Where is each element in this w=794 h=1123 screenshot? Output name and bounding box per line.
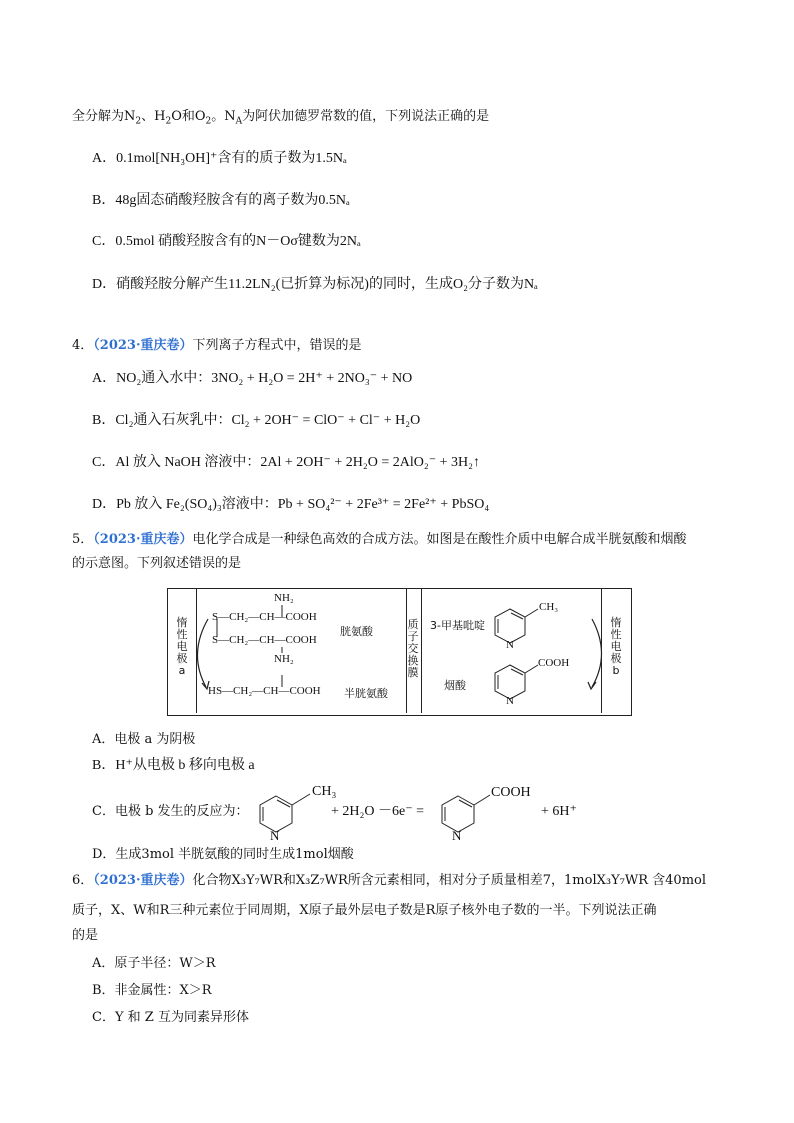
ring-n-bottom: N bbox=[506, 695, 514, 707]
q5-option-b: B．H⁺从电极 b 移向电极 a bbox=[92, 758, 255, 773]
q5-stem-text-1: 电化学合成是一种绿色高效的合成方法。如图是在酸性介质中电解合成半胱氨酸和烟酸 bbox=[192, 532, 687, 547]
q5-option-c-middle: + 2H₂O －6e⁻ = bbox=[331, 804, 424, 819]
q4-stem bbox=[72, 337, 362, 355]
right-arrowhead-icon bbox=[588, 682, 596, 689]
q3-option-d: D．硝酸羟胺分解产生11.2LN₂(已折算为标况)的同时，生成O₂分子数为Nₐ bbox=[92, 277, 538, 292]
electrolysis-diagram bbox=[167, 588, 632, 716]
q4-number: 4． bbox=[72, 338, 94, 353]
q6-stem-line2: 质子，X、W和R三种元素位于同周期，X原子最外层电子数是R原子核外电子数的一半。下列说法正确 bbox=[72, 903, 657, 918]
q5-number: 5． bbox=[72, 532, 94, 547]
q3-sub: A bbox=[235, 116, 243, 127]
q6-number: 6． bbox=[72, 873, 94, 888]
carboxyl-group: COOH bbox=[538, 657, 570, 669]
bond-line bbox=[511, 613, 523, 619]
q5c-ch3: CH₃ bbox=[312, 784, 337, 799]
ring-left bbox=[260, 796, 292, 832]
nicotinic-acid-label: 烟酸 bbox=[444, 679, 466, 692]
bond-line bbox=[474, 795, 490, 805]
q3-sub: 2 bbox=[165, 116, 172, 127]
q4-option-b: B．Cl₂通入石灰乳中：Cl₂ + 2OH⁻ = ClO⁻ + Cl⁻ + H₂O bbox=[92, 413, 421, 428]
cystine-label: 胱氨酸 bbox=[340, 625, 373, 638]
bond-line bbox=[525, 609, 538, 617]
q5-source-tag: （2023·重庆卷） bbox=[93, 532, 193, 547]
q5-option-d: D．生成3mol 半胱氨酸的同时生成1mol烟酸 bbox=[92, 847, 354, 862]
q5c-cooh: COOH bbox=[491, 785, 531, 800]
cystine-chain-1: S—CH₂—CH—COOH bbox=[212, 611, 317, 623]
electrode-b-label: 惰性电极b bbox=[610, 616, 622, 677]
q3-stem-text-3: O和O bbox=[171, 109, 206, 124]
q4-stem-text: 下列离子方程式中，错误的是 bbox=[192, 338, 362, 353]
q6-stem bbox=[72, 872, 706, 890]
pyridine-ring-bottom bbox=[495, 665, 525, 699]
q5-option-a: A．电极 a 为阴极 bbox=[92, 732, 196, 747]
q3-stem bbox=[72, 108, 489, 126]
bond-line bbox=[459, 800, 472, 807]
q4-option-c: C．Al 放入 NaOH 溶液中：2Al + 2OH⁻ + 2H₂O = 2AlO₂⁻ + 3H₂↑ bbox=[92, 455, 481, 470]
ring-n-top: N bbox=[506, 639, 514, 651]
q3-sub: 2 bbox=[205, 116, 212, 127]
cystine-chain-2: S—CH₂—CH—COOH bbox=[212, 634, 317, 646]
ring-right bbox=[442, 796, 474, 832]
bond-line bbox=[511, 669, 523, 675]
q6-option-c: C．Y 和 Z 互为同素异形体 bbox=[92, 1010, 249, 1025]
q3-stem-text-2: 、H bbox=[141, 109, 166, 124]
methylpyridine-label: 3-甲基吡啶 bbox=[430, 619, 485, 632]
q3-stem-text-1: 全分解为N bbox=[72, 109, 136, 124]
q3-stem-text-4: 。N bbox=[211, 109, 236, 124]
q3-sub: 2 bbox=[135, 116, 142, 127]
q3-option-b: B．48g固态硝酸羟胺含有的离子数为0.5Nₐ bbox=[92, 193, 350, 208]
bond-line bbox=[292, 794, 310, 805]
q6-option-a: A．原子半径：W＞R bbox=[92, 956, 216, 971]
cystine-nh2-top: NH₂ bbox=[274, 592, 294, 604]
electrode-a-label: 惰性电极a bbox=[176, 616, 188, 677]
q3-option-c: C．0.5mol 硝酸羟胺含有的N－Oσ键数为2Nₐ bbox=[92, 234, 361, 249]
q6-stem-line3: 的是 bbox=[72, 928, 99, 943]
bond-line bbox=[525, 665, 538, 673]
membrane-label: 质子交换膜 bbox=[407, 618, 419, 679]
q4-option-d: D．Pb 放入 Fe₂(SO₄)₃溶液中：Pb + SO₄²⁻ + 2Fe³⁺ = 2Fe²⁺ + PbSO₄ bbox=[92, 497, 490, 512]
q5-stem-line2: 的示意图。下列叙述错误的是 bbox=[72, 556, 242, 571]
q5c-n-left: N bbox=[270, 828, 280, 843]
cystine-nh2-bottom: NH₂ bbox=[274, 653, 294, 665]
q6-option-b: B．非金属性：X＞R bbox=[92, 983, 212, 998]
q6-source-tag: （2023·重庆卷） bbox=[93, 873, 193, 888]
pyridine-ring-top bbox=[495, 609, 525, 643]
q3-option-a: A．0.1mol[NH₃OH]⁺含有的质子数为1.5Nₐ bbox=[92, 151, 347, 166]
q3-stem-text-5: 为阿伏加德罗常数的值，下列说法正确的是 bbox=[242, 109, 490, 124]
cysteine-chain: HS—CH₂—CH—COOH bbox=[208, 685, 321, 697]
q5c-n-right: N bbox=[452, 828, 462, 843]
methyl-group: CH₃ bbox=[539, 601, 559, 613]
q5-option-c-prefix: C．电极 b 发生的反应为： bbox=[92, 804, 249, 819]
q5-option-c-end: + 6H⁺ bbox=[541, 804, 577, 819]
q4-source-tag: （2023·重庆卷） bbox=[93, 338, 193, 353]
cysteine-label: 半胱氨酸 bbox=[344, 687, 388, 700]
q5-stem bbox=[72, 531, 687, 549]
right-arrow-icon bbox=[592, 619, 602, 687]
left-arrow-icon bbox=[197, 619, 208, 687]
q4-option-a: A．NO₂通入水中：3NO₂ + H₂O = 2H⁺ + 2NO₃⁻ + NO bbox=[92, 371, 413, 386]
bond-line bbox=[277, 800, 290, 807]
q6-stem-text-1: 化合物X₃Y₇WR和X₃Z₇WR所含元素相同，相对分子质量相差7，1molX₃Y₇WR 含40mol bbox=[192, 873, 707, 888]
